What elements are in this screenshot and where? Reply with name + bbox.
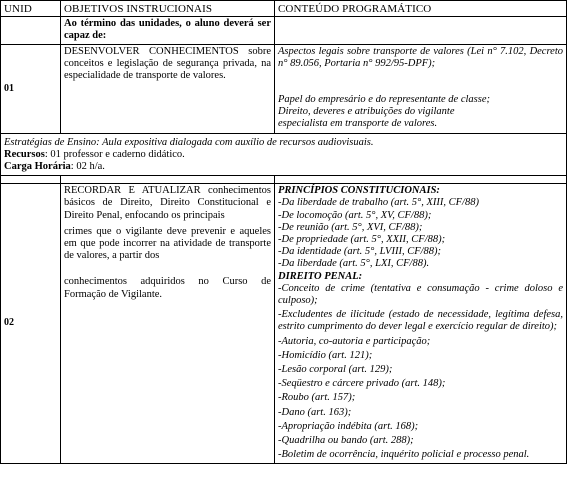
section2-title: DIREITO PENAL: (278, 270, 363, 282)
section2-item: -Conceito de crime (tentativa e consumação - crime doloso e culposo); (278, 282, 563, 307)
section2-item: -Quadrilha ou bando (art. 288); (278, 435, 414, 447)
strategy-row (1, 133, 567, 176)
section1-item: -De locomoção (art. 5°, XV, CF/88); (278, 209, 432, 221)
unit1-number: 01 (1, 44, 61, 133)
section2-item: -Homicídio (art. 121); (278, 349, 373, 361)
unit1-content (275, 44, 567, 133)
table-header-row (1, 1, 567, 17)
header-unid: UNID (1, 1, 61, 17)
unit1-objective-rest: sobre conceitos e legislação de segurança privada, na especialidade de transporte de valores. (64, 45, 271, 82)
header-conteudo: CONTEÚDO PROGRAMÁTICO (275, 1, 567, 17)
unit2-objective-p2: crimes que o vigilante deve prevenir e aqueles em que pode incorrer na atividade de transporte de valores, a partir dos (64, 225, 271, 262)
unit2-number: 02 (1, 184, 61, 463)
section2-item: -Autoria, co-autoria e participação; (278, 335, 431, 347)
unit1-content-line: Papel do empresário e do representante de classe; (278, 94, 490, 106)
unit2-content (275, 184, 567, 463)
section2-item: -Roubo (art. 157); (278, 392, 356, 404)
section1-item: -De reunião (art. 5°, XVI, CF/88); (278, 221, 423, 233)
unit1-row (1, 44, 567, 133)
section1-item: -Da identidade (art. 5°, LVIII, CF/88); (278, 246, 442, 258)
section1-item: -De propriedade (art. 5°, XXII, CF/88); (278, 234, 446, 246)
section2-item: -Seqüestro e cárcere privado (art. 148); (278, 378, 446, 390)
section1-item: -Da liberdade de trabalho (art. 5°, XIII, CF/88) (278, 197, 479, 209)
recursos-value: : 01 professor e caderno didático. (44, 148, 185, 160)
carga-label: Carga Horária (4, 161, 71, 173)
section2-item: -Lesão corporal (art. 129); (278, 364, 393, 376)
unit2-objective-verb: RECORDAR E ATUALIZAR (64, 185, 201, 197)
intro-text: Ao término das unidades, o aluno deverá ser capaz de: (61, 17, 275, 44)
unit2-objective-p1: conhecimentos básicos de Direito, Direito Constitucional e Direito Penal, enfocando os principais (64, 185, 272, 221)
intro-row (1, 17, 567, 44)
unit1-content-line: especialista em transporte de valores. (278, 118, 438, 130)
section2-item: -Excludentes de ilicitude (estado de necessidade, legítima defesa, estrito cumprimento do dever legal e exercício regular de direito); (278, 309, 563, 333)
section1-item: -Da liberdade (art. 5°, LXI, CF/88). (278, 258, 430, 270)
header-objetivos: OBJETIVOS INSTRUCIONAIS (61, 1, 275, 17)
carga-value: : 02 h/a. (70, 161, 105, 173)
unit2-objective (61, 184, 275, 463)
unit1-objective-verb: DESENVOLVER CONHECIMENTOS (64, 45, 239, 57)
spacer-row (1, 176, 567, 184)
section1-title: PRINCÍPIOS CONSTITUCIONAIS: (278, 185, 440, 197)
unit1-content-line: Direito, deveres e atribuições do vigilante (278, 106, 455, 118)
strategy-cell (1, 133, 567, 176)
unit1-objective (61, 44, 275, 133)
unit2-row (1, 184, 567, 463)
strategy-estrategias: Estratégias de Ensino: Aula expositiva dialogada com auxílio de recursos audiovisuais. (4, 136, 374, 148)
unit1-content-line: Aspectos legais sobre transporte de valores (Lei n° 7.102, Decreto n° 89.056, Portaria n° 992/95-DPF); (278, 45, 563, 69)
section2-item: -Apropriação indébita (art. 168); (278, 420, 419, 432)
section2-item: -Dano (art. 163); (278, 406, 352, 418)
section2-item: -Boletim de ocorrência, inquérito policial e processo penal. (278, 449, 530, 461)
unit2-objective-p3: conhecimentos adquiridos no Curso de Formação de Vigilante. (64, 276, 271, 300)
recursos-label: Recursos (4, 148, 45, 160)
